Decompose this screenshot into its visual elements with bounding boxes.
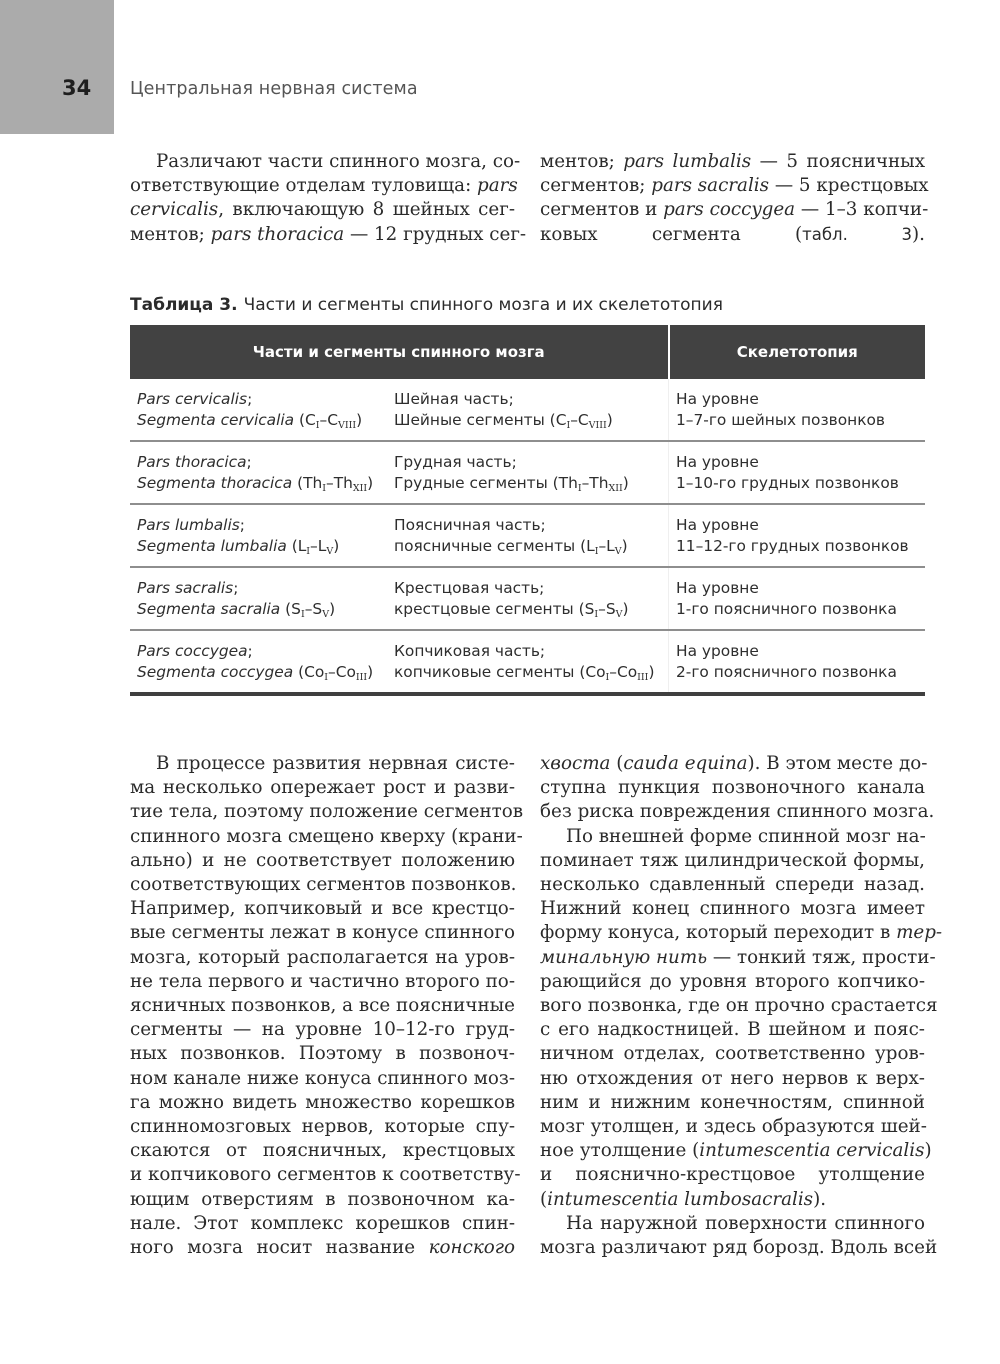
cell-skeletotopy (669, 630, 926, 694)
text-run: В процессе развития нервная систе- (156, 753, 515, 774)
cell-latin-name (130, 504, 387, 567)
text-line (540, 1018, 925, 1042)
text-run: несколько сдавленный спереди назад. (540, 874, 925, 896)
text-line (540, 752, 928, 776)
text-run: Различают части спинного мозга, со- (156, 151, 521, 172)
text-line (540, 970, 925, 994)
segment-to: V (326, 546, 334, 557)
segment-base: Co (304, 663, 325, 681)
text-line (130, 1139, 515, 1163)
running-title: Центральная нервная система (130, 79, 418, 99)
segment-open: ( (575, 537, 587, 555)
text-run: и пояснично-крестцовое утолщение (540, 1164, 925, 1186)
segment-base: Th (558, 474, 578, 492)
text-run: ( (540, 1188, 548, 1210)
segment-from: I (594, 609, 599, 620)
text-run: га можно видеть множество корешков (130, 1091, 515, 1113)
text-run: поминает тяж цилиндрической формы, (540, 849, 925, 871)
text-line (130, 1042, 515, 1066)
russian-segments-name: поясничные сегменты (394, 537, 576, 555)
cell-latin-name (130, 630, 387, 694)
text-run: — 1–3 копчи- (795, 199, 929, 221)
text-run: ню отхождения от него нервов к верх- (540, 1067, 925, 1089)
segment-from: I (594, 546, 599, 557)
text-run: Нижний конец спинного мозга имеет (540, 898, 925, 920)
body-column-left (130, 752, 524, 1260)
segment-base: S (584, 600, 595, 618)
segment-open: ( (294, 411, 306, 429)
text-line (540, 897, 925, 921)
segment-to: VIII (337, 420, 357, 431)
text-line (540, 825, 925, 849)
text-run: мозга различают ряд борозд. Вдоль всей (540, 1237, 938, 1259)
text-run: вого позвонка, где он прочно срастается (540, 995, 938, 1017)
text-line (540, 1115, 925, 1139)
segment-open: ( (547, 474, 559, 492)
russian-segments (394, 410, 662, 431)
russian-segments-name: Грудные сегменты (394, 474, 548, 492)
russian-segments (394, 599, 662, 620)
text-run: ковых сегмента ( (540, 223, 803, 245)
segment-dash: – (581, 474, 590, 492)
cell-latin-name (130, 441, 387, 504)
italic-term: cervicalis (130, 199, 219, 221)
segment-close: ) (622, 474, 629, 492)
text-run: мозг утолщен, и здесь образуются шей- (540, 1116, 927, 1138)
text-line (130, 970, 515, 994)
table-row (130, 379, 925, 441)
russian-part-name: Крестцовая часть; (394, 579, 545, 597)
russian-part-name: Копчиковая часть; (394, 642, 546, 660)
latin-part-name: Pars lumbalis (137, 516, 240, 534)
segment-base: Th (303, 474, 323, 492)
segment-close: ) (367, 663, 374, 681)
text-line (540, 921, 943, 945)
text-run: соответствующих сегментов позвонков. (130, 874, 517, 896)
text-line (540, 1067, 925, 1091)
text-run: сегменты — на уровне 10–12-го груд- (130, 1019, 515, 1041)
text-line (130, 776, 515, 800)
segment-open: ( (574, 663, 586, 681)
russian-segments-name: копчиковые сегменты (394, 663, 575, 681)
text-run: ном канале ниже конуса спинного моз- (130, 1067, 515, 1089)
text-line (130, 174, 518, 198)
table-row (130, 504, 925, 567)
text-line (540, 776, 925, 800)
text-line (130, 150, 521, 174)
latin-segments-name: Segmenta sacralia (137, 600, 281, 618)
table-body (130, 379, 925, 694)
text-run: ма несколько опережает рост и разви- (130, 777, 515, 799)
segment-dash: – (310, 537, 318, 555)
russian-segments-name: крестцовые сегменты (394, 600, 574, 618)
text-run: ). (912, 223, 925, 245)
latin-part-name: Pars sacralis (137, 579, 234, 597)
text-run: , включающую 8 шейных сег- (218, 199, 515, 221)
text-run: ) (924, 1140, 932, 1162)
segment-close: ) (356, 411, 363, 429)
segment-dash: – (326, 474, 334, 492)
cell-russian-name (387, 379, 669, 441)
text-run: По внешней форме спинной мозг на- (566, 825, 926, 847)
latin-segments (137, 536, 381, 557)
latin-part (137, 578, 381, 599)
segment-close: ) (333, 537, 340, 555)
segment-base: S (312, 600, 323, 618)
text-line (540, 849, 925, 873)
text-line (130, 1212, 515, 1236)
skeletotopy-line-2: 1-го поясничного позвонка (676, 600, 897, 618)
segment-base: L (297, 537, 307, 555)
russian-segments-name: Шейные сегменты (394, 411, 545, 429)
text-run: рающийся до уровня второго копчико- (540, 970, 925, 992)
segment-dash: – (609, 663, 617, 681)
text-run: спинного мозга смещено кверху (крани- (130, 825, 523, 847)
text-line (540, 150, 925, 174)
segment-base: L (606, 537, 615, 555)
text-line (540, 994, 938, 1018)
segment-dash: – (570, 411, 578, 429)
text-line (540, 1163, 925, 1187)
text-run: ясничных позвонков, а все поясничные (130, 995, 515, 1017)
segment-open: ( (293, 663, 305, 681)
segment-base: S (291, 600, 301, 618)
italic-term: intumescentia lumbosacralis (547, 1188, 814, 1210)
semicolon: ; (233, 579, 239, 597)
segment-to: III (637, 672, 649, 683)
text-run: спинномозговых нервов, которые спу- (130, 1116, 515, 1138)
text-run: — 12 грудных сег- (344, 223, 527, 245)
text-line (130, 873, 515, 897)
text-line (130, 1018, 515, 1042)
text-run: скаются от поясничных, крестцовых (130, 1140, 515, 1162)
text-run: ментов; (130, 223, 211, 245)
skeletotopy-line-1: На уровне (676, 516, 759, 534)
segment-to: VIII (588, 420, 607, 431)
table-row (130, 441, 925, 504)
latin-part-name: Pars thoracica (137, 453, 247, 471)
text-line (130, 1236, 515, 1260)
page-number: 34 (62, 76, 92, 100)
segment-base: C (327, 411, 338, 429)
header-parts-and-segments: Части и сегменты спинного мозга (130, 325, 669, 379)
italic-term: pars coccygea (663, 199, 796, 221)
cell-russian-name (387, 504, 669, 567)
segment-dash: – (598, 537, 607, 555)
text-run: ментов; (540, 151, 624, 172)
text-line (540, 1139, 932, 1163)
text-line (540, 174, 929, 198)
header-skeletotopy: Скелетотопия (669, 325, 926, 379)
text-run: ных позвонков. Поэтому в позвоноч- (130, 1043, 515, 1065)
italic-term: intumescentia cervicalis (699, 1140, 925, 1162)
italic-term: минальную нить (540, 946, 708, 968)
latin-part (137, 389, 381, 410)
text-run: ально) и не соответствует положению (130, 849, 515, 871)
latin-segments-name: Segmenta lumbalia (137, 537, 287, 555)
text-line (540, 1212, 925, 1236)
text-run: — 5 поясничных (751, 151, 926, 172)
text-line (130, 1115, 515, 1139)
segment-from: I (322, 483, 327, 494)
segment-to: III (355, 672, 368, 683)
segment-from: I (577, 483, 582, 494)
segment-base: Co (617, 663, 638, 681)
segment-open: ( (280, 600, 292, 618)
segment-dash: – (598, 600, 606, 618)
text-line (130, 1188, 515, 1212)
table-caption-label: Таблица 3. (130, 295, 238, 315)
italic-term: cauda equina (623, 753, 748, 774)
text-run: — тонкий тяж, прости- (707, 946, 936, 968)
text-run: ним и нижним конечностям, спинной (540, 1091, 925, 1113)
segment-base: S (605, 600, 616, 618)
table-row (130, 567, 925, 630)
segment-dash: – (328, 663, 336, 681)
text-run: ). В этом месте до- (747, 753, 928, 774)
text-line (130, 1067, 515, 1091)
segment-close: ) (648, 663, 655, 681)
text-line (130, 752, 515, 776)
latin-segments (137, 473, 381, 494)
text-line (130, 1091, 515, 1115)
segment-from: I (300, 609, 305, 620)
cell-latin-name (130, 379, 387, 441)
text-line (130, 198, 515, 222)
intro-column-right (540, 150, 929, 247)
cell-skeletotopy (669, 567, 926, 630)
italic-term: тер- (896, 922, 943, 944)
spinal-segments-table (130, 325, 925, 696)
text-line (130, 897, 515, 921)
segment-close: ) (621, 537, 628, 555)
cell-skeletotopy (669, 379, 926, 441)
russian-segments (394, 662, 662, 683)
text-run: ответствующие отделам туловища: (130, 175, 478, 197)
latin-part (137, 641, 381, 662)
text-run: с его надкостницей. В шейном и пояс- (540, 1019, 925, 1041)
table-row (130, 630, 925, 694)
segment-to: XII (608, 483, 623, 494)
segment-to: V (614, 546, 622, 557)
text-run: ступна пункция позвоночного канала (540, 777, 925, 799)
latin-segments-name: Segmenta cervicalia (137, 411, 295, 429)
segment-open: ( (544, 411, 556, 429)
russian-part-name: Шейная часть; (394, 390, 514, 408)
segment-open: ( (292, 474, 304, 492)
segment-from: I (315, 420, 320, 431)
latin-part (137, 452, 381, 473)
text-line (130, 946, 515, 970)
russian-segments (394, 536, 662, 557)
text-line (130, 1163, 521, 1187)
segment-from: I (566, 420, 571, 431)
text-run: ( (610, 753, 624, 774)
latin-part (137, 515, 381, 536)
italic-term: pars thoracica (210, 223, 345, 245)
text-line (540, 1042, 925, 1066)
body-column-right (540, 752, 943, 1260)
segment-from: I (605, 672, 610, 683)
cell-russian-name (387, 441, 669, 504)
segment-close: ) (329, 600, 336, 618)
text-line (540, 198, 929, 222)
table-reference: табл. 3 (802, 224, 913, 244)
segment-from: I (306, 546, 311, 557)
segment-base: Co (335, 663, 356, 681)
skeletotopy-line-1: На уровне (676, 642, 759, 660)
table-caption (130, 295, 723, 315)
segment-to: XII (352, 483, 368, 494)
italic-term: хвоста (540, 753, 611, 774)
segment-base: Th (589, 474, 609, 492)
cell-latin-name (130, 567, 387, 630)
latin-part-name: Pars coccygea (137, 642, 248, 660)
text-run: сегментов и (540, 199, 664, 221)
russian-part-name: Грудная часть; (394, 453, 517, 471)
text-line (540, 873, 925, 897)
segment-open: ( (286, 537, 298, 555)
text-run: без риска повреждения спинного мозга. (540, 801, 935, 823)
text-run: ничном отделах, соответственно уров- (540, 1043, 925, 1065)
text-line (540, 1091, 925, 1115)
segment-base: C (577, 411, 589, 429)
text-run: На наружной поверхности спинного (566, 1212, 925, 1234)
text-run: Например, копчиковый и все крестцо- (130, 898, 515, 920)
text-run: ). (813, 1188, 827, 1210)
table-header-row (130, 325, 925, 379)
russian-part-name: Поясничная часть; (394, 516, 546, 534)
text-run: мозга, который располагается на уров- (130, 946, 515, 968)
latin-segments (137, 662, 381, 683)
text-run: и копчикового сегментов к соответству- (130, 1164, 521, 1186)
russian-segments (394, 473, 662, 494)
skeletotopy-line-2: 1–10-го грудных позвонков (676, 474, 899, 492)
segment-base: C (555, 411, 567, 429)
latin-part-name: Pars cervicalis (137, 390, 248, 408)
segment-dash: – (304, 600, 313, 618)
italic-term: pars sacralis (651, 175, 770, 197)
segment-close: ) (367, 474, 374, 492)
italic-term: pars lumbalis (623, 151, 752, 172)
latin-segments-name: Segmenta thoracica (137, 474, 293, 492)
text-line (130, 825, 523, 849)
skeletotopy-line-1: На уровне (676, 453, 759, 471)
latin-segments (137, 410, 381, 431)
page-number-tab (0, 0, 114, 134)
cell-skeletotopy (669, 441, 926, 504)
semicolon: ; (246, 453, 252, 471)
text-run: не тела первого и частично второго по- (130, 970, 515, 992)
segment-dash: – (319, 411, 328, 429)
italic-term: конского (428, 1237, 515, 1259)
text-line (540, 1236, 938, 1260)
skeletotopy-line-1: На уровне (676, 579, 759, 597)
semicolon: ; (247, 642, 253, 660)
skeletotopy-line-2: 2-го поясничного позвонка (676, 663, 897, 681)
cell-russian-name (387, 567, 669, 630)
segment-close: ) (622, 600, 629, 618)
latin-segments (137, 599, 381, 620)
skeletotopy-line-2: 11–12-го грудных позвонков (676, 537, 909, 555)
text-line (130, 921, 515, 945)
segment-from: I (324, 672, 329, 683)
segment-base: L (586, 537, 595, 555)
text-line (540, 946, 936, 970)
text-run: ного мозга носит название (130, 1237, 429, 1259)
text-line (540, 800, 935, 824)
latin-segments-name: Segmenta coccygea (137, 663, 294, 681)
segment-base: L (317, 537, 327, 555)
text-line (130, 994, 515, 1018)
text-line (130, 849, 515, 873)
intro-column-left (130, 150, 527, 247)
text-run: тие тела, поэтому положение сегментов (130, 801, 524, 823)
segment-open: ( (573, 600, 585, 618)
text-run: ющим отверстиям в позвоночном ка- (130, 1188, 515, 1210)
text-run: форму конуса, который переходит в (540, 922, 897, 944)
skeletotopy-line-2: 1–7-го шейных позвонков (676, 411, 885, 429)
table-caption-text: Части и сегменты спинного мозга и их скелетотопия (243, 295, 723, 315)
text-run: ное утолщение ( (540, 1140, 700, 1162)
text-run: нале. Этот комплекс корешков спин- (130, 1212, 515, 1234)
text-run: — 5 крестцовых (769, 175, 929, 197)
semicolon: ; (239, 516, 245, 534)
cell-skeletotopy (669, 504, 926, 567)
segment-base: Co (585, 663, 606, 681)
text-run: вые сегменты лежат в конусе спинного (130, 922, 515, 944)
skeletotopy-line-1: На уровне (676, 390, 759, 408)
cell-russian-name (387, 630, 669, 694)
italic-term: pars (477, 175, 518, 197)
segment-base: Th (333, 474, 353, 492)
text-line (130, 223, 527, 247)
text-line (130, 800, 524, 824)
text-run: сегментов; (540, 175, 652, 197)
segment-to: V (322, 609, 330, 620)
segment-close: ) (606, 411, 613, 429)
segment-base: C (305, 411, 316, 429)
text-line (540, 1188, 925, 1212)
segment-to: V (615, 609, 623, 620)
text-line (540, 223, 925, 247)
semicolon: ; (247, 390, 253, 408)
